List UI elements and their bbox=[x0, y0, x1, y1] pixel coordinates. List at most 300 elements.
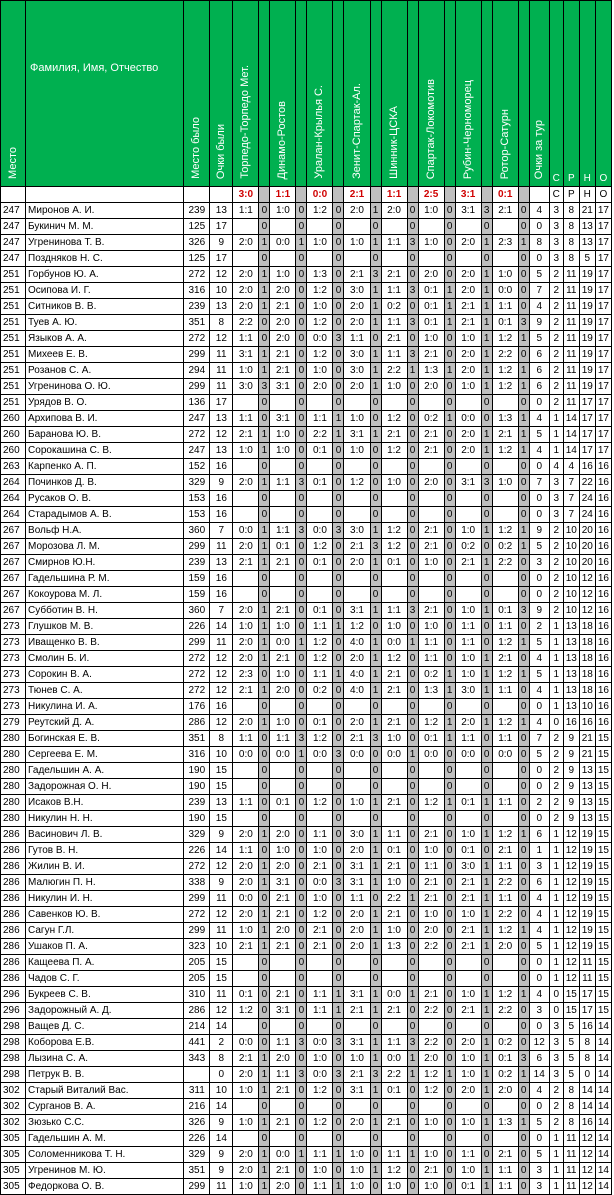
points-cell: 3 bbox=[518, 1051, 529, 1067]
points-cell: 0 bbox=[481, 619, 492, 635]
points-cell: 0 bbox=[481, 587, 492, 603]
prediction-cell: 1:0 bbox=[455, 651, 481, 667]
points-cell: 0 bbox=[481, 459, 492, 475]
points-cell: 0 bbox=[518, 1035, 529, 1051]
value-cell: 16 bbox=[595, 603, 611, 619]
prediction-cell: 2:3 bbox=[492, 235, 518, 251]
value-cell: 12 bbox=[563, 891, 579, 907]
prediction-cell: 2:0 bbox=[344, 203, 370, 219]
points-cell: 0 bbox=[296, 939, 307, 955]
prediction-cell: 1:1 bbox=[492, 683, 518, 699]
prediction-cell: 1:0 bbox=[381, 475, 407, 491]
points-cell: 0 bbox=[444, 219, 455, 235]
value-cell: 17 bbox=[579, 427, 595, 443]
value-cell: 18 bbox=[579, 651, 595, 667]
value-cell: 2 bbox=[549, 347, 563, 363]
value-cell: 0 bbox=[529, 811, 549, 827]
prediction-cell bbox=[455, 219, 481, 235]
value-cell: 205 bbox=[184, 955, 210, 971]
value-cell: 2 bbox=[549, 523, 563, 539]
points-cell: 0 bbox=[444, 603, 455, 619]
prediction-cell: 2:1 bbox=[270, 299, 296, 315]
points-cell: 1 bbox=[481, 1163, 492, 1179]
value-cell: 2 bbox=[549, 795, 563, 811]
prediction-cell: 2:1 bbox=[233, 939, 259, 955]
points-cell: 1 bbox=[370, 523, 381, 539]
prediction-cell: 0:0 bbox=[233, 523, 259, 539]
value-cell: 11 bbox=[210, 891, 233, 907]
prediction-cell: 0:0 bbox=[381, 747, 407, 763]
value-cell: 17 bbox=[595, 283, 611, 299]
points-cell: 0 bbox=[259, 507, 270, 523]
prediction-cell: 1:2 bbox=[418, 795, 444, 811]
value-cell: 299 bbox=[184, 539, 210, 555]
value-cell: 0 bbox=[529, 763, 549, 779]
value-cell: 360 bbox=[184, 603, 210, 619]
points-cell: 1 bbox=[481, 875, 492, 891]
value-cell: 4 bbox=[529, 715, 549, 731]
prediction-cell: 2:0 bbox=[270, 923, 296, 939]
points-cell: 0 bbox=[444, 491, 455, 507]
points-cell: 1 bbox=[370, 427, 381, 443]
value-cell: 17 bbox=[579, 1003, 595, 1019]
points-cell: 1 bbox=[444, 683, 455, 699]
table-row bbox=[1, 395, 612, 411]
value-cell: 13 bbox=[210, 299, 233, 315]
prediction-cell bbox=[270, 971, 296, 987]
value-cell: 11 bbox=[210, 635, 233, 651]
place-cell: 280 bbox=[1, 795, 26, 811]
prediction-cell: 3:1 bbox=[270, 875, 296, 891]
points-cell: 0 bbox=[518, 283, 529, 299]
prediction-cell: 1:2 bbox=[381, 539, 407, 555]
prediction-cell: 1:0 bbox=[233, 443, 259, 459]
player-name: Миронов А. И. bbox=[26, 203, 184, 219]
prediction-cell bbox=[492, 1019, 518, 1035]
place-cell: 267 bbox=[1, 603, 26, 619]
prediction-cell: 4:0 bbox=[344, 683, 370, 699]
points-cell: 0 bbox=[370, 475, 381, 491]
player-name: Сагун Г.Л. bbox=[26, 923, 184, 939]
prediction-cell: 3:1 bbox=[344, 859, 370, 875]
points-cell: 1 bbox=[333, 1003, 344, 1019]
points-cell: 0 bbox=[444, 427, 455, 443]
points-cell: 0 bbox=[518, 955, 529, 971]
prediction-cell: 2:0 bbox=[233, 299, 259, 315]
prediction-cell: 1:0 bbox=[307, 1163, 333, 1179]
points-cell: 1 bbox=[481, 1035, 492, 1051]
points-cell: 1 bbox=[370, 715, 381, 731]
place-cell: 286 bbox=[1, 923, 26, 939]
prediction-cell: 1:0 bbox=[455, 827, 481, 843]
points-cell: 1 bbox=[518, 523, 529, 539]
value-cell: 9 bbox=[563, 795, 579, 811]
value-cell: 15 bbox=[595, 731, 611, 747]
points-cell: 0 bbox=[296, 491, 307, 507]
place-cell: 260 bbox=[1, 411, 26, 427]
points-cell: 0 bbox=[518, 459, 529, 475]
prediction-cell: 2:0 bbox=[344, 315, 370, 331]
player-name: Угренинов М. Ю. bbox=[26, 1163, 184, 1179]
prediction-cell: 2:0 bbox=[344, 939, 370, 955]
points-cell: 0 bbox=[333, 843, 344, 859]
points-cell: 0 bbox=[444, 907, 455, 923]
prediction-cell: 0:0 bbox=[307, 1067, 333, 1083]
prediction-cell bbox=[418, 571, 444, 587]
place-cell: 260 bbox=[1, 443, 26, 459]
player-name: Гутов В. Н. bbox=[26, 843, 184, 859]
value-cell: 11 bbox=[563, 283, 579, 299]
value-cell: 10 bbox=[563, 555, 579, 571]
points-cell: 0 bbox=[407, 587, 418, 603]
points-cell: 0 bbox=[518, 203, 529, 219]
place-cell: 286 bbox=[1, 875, 26, 891]
points-cell: 0 bbox=[296, 507, 307, 523]
points-cell: 0 bbox=[444, 203, 455, 219]
prediction-cell: 2:1 bbox=[270, 651, 296, 667]
value-cell: 3 bbox=[549, 219, 563, 235]
value-cell: 12 bbox=[210, 651, 233, 667]
points-cell: 1 bbox=[370, 235, 381, 251]
value-cell: 2 bbox=[549, 1115, 563, 1131]
player-name: Петрук В. В. bbox=[26, 1067, 184, 1083]
points-cell: 0 bbox=[518, 747, 529, 763]
value-cell: 2 bbox=[549, 331, 563, 347]
points-cell: 1 bbox=[444, 411, 455, 427]
value-cell: 10 bbox=[563, 603, 579, 619]
points-cell: 0 bbox=[296, 443, 307, 459]
value-cell: 16 bbox=[210, 491, 233, 507]
value-cell: 190 bbox=[184, 763, 210, 779]
points-cell: 1 bbox=[481, 1179, 492, 1195]
value-cell: 299 bbox=[184, 923, 210, 939]
points-cell: 0 bbox=[444, 379, 455, 395]
place-cell: 247 bbox=[1, 203, 26, 219]
points-cell: 0 bbox=[444, 1099, 455, 1115]
points-cell: 1 bbox=[444, 299, 455, 315]
points-cell: 0 bbox=[333, 571, 344, 587]
points-cell: 0 bbox=[370, 507, 381, 523]
points-cell: 0 bbox=[259, 699, 270, 715]
prediction-cell bbox=[492, 219, 518, 235]
prediction-cell bbox=[381, 459, 407, 475]
value-cell: 441 bbox=[184, 1035, 210, 1051]
points-cell: 1 bbox=[370, 907, 381, 923]
table-row bbox=[1, 763, 612, 779]
prediction-cell: 2:0 bbox=[455, 443, 481, 459]
value-cell: 16 bbox=[210, 459, 233, 475]
points-cell: 0 bbox=[296, 1003, 307, 1019]
player-name: Федоркова О. В. bbox=[26, 1179, 184, 1195]
points-cell: 0 bbox=[444, 987, 455, 1003]
prediction-cell: 2:1 bbox=[418, 539, 444, 555]
value-cell: 22 bbox=[579, 475, 595, 491]
value-cell: 0 bbox=[529, 251, 549, 267]
prediction-cell: 0:2 bbox=[492, 1035, 518, 1051]
points-cell: 1 bbox=[370, 987, 381, 1003]
points-cell: 1 bbox=[370, 635, 381, 651]
value-cell: 3 bbox=[549, 251, 563, 267]
points-cell: 0 bbox=[259, 1099, 270, 1115]
points-cell: 0 bbox=[407, 219, 418, 235]
points-cell: 0 bbox=[518, 731, 529, 747]
points-cell: 1 bbox=[259, 555, 270, 571]
table-row bbox=[1, 251, 612, 267]
points-cell: 0 bbox=[296, 971, 307, 987]
value-cell: 14 bbox=[210, 1099, 233, 1115]
player-name: Лызина С. А. bbox=[26, 1051, 184, 1067]
value-cell: 2 bbox=[549, 571, 563, 587]
prediction-cell: 1:0 bbox=[455, 987, 481, 1003]
value-cell: 12 bbox=[210, 715, 233, 731]
points-cell: 3 bbox=[296, 1035, 307, 1051]
value-cell: 17 bbox=[210, 395, 233, 411]
points-cell: 0 bbox=[333, 1083, 344, 1099]
points-cell: 1 bbox=[259, 907, 270, 923]
points-cell: 0 bbox=[444, 555, 455, 571]
prediction-cell: 1:1 bbox=[307, 619, 333, 635]
points-cell: 0 bbox=[370, 331, 381, 347]
points-cell: 0 bbox=[259, 731, 270, 747]
points-cell: 0 bbox=[296, 843, 307, 859]
value-cell: 15 bbox=[210, 971, 233, 987]
points-cell: 1 bbox=[407, 1147, 418, 1163]
points-cell: 0 bbox=[407, 379, 418, 395]
points-cell: 0 bbox=[444, 939, 455, 955]
points-cell: 1 bbox=[333, 427, 344, 443]
points-cell: 1 bbox=[259, 475, 270, 491]
table-row bbox=[1, 443, 612, 459]
place-cell: 302 bbox=[1, 1115, 26, 1131]
value-cell: 2 bbox=[549, 379, 563, 395]
points-cell: 0 bbox=[370, 571, 381, 587]
points-cell: 1 bbox=[481, 907, 492, 923]
points-cell: 0 bbox=[296, 1131, 307, 1147]
points-cell: 0 bbox=[296, 811, 307, 827]
points-cell: 1 bbox=[259, 1115, 270, 1131]
prediction-cell: 2:1 bbox=[381, 715, 407, 731]
value-cell: 216 bbox=[184, 1099, 210, 1115]
prediction-cell bbox=[418, 459, 444, 475]
points-cell: 0 bbox=[333, 731, 344, 747]
value-cell: 9 bbox=[210, 1147, 233, 1163]
points-cell: 1 bbox=[259, 1067, 270, 1083]
value-cell: 16 bbox=[595, 523, 611, 539]
prediction-cell: 0:1 bbox=[381, 843, 407, 859]
points-cell: 1 bbox=[518, 923, 529, 939]
prediction-cell: 3:0 bbox=[344, 827, 370, 843]
prediction-cell bbox=[381, 1099, 407, 1115]
points-cell: 0 bbox=[296, 379, 307, 395]
header-match-7: Рубин-Черноморец bbox=[455, 1, 481, 187]
prediction-cell: 0:1 bbox=[418, 315, 444, 331]
points-cell: 0 bbox=[518, 267, 529, 283]
value-cell: 1 bbox=[549, 1147, 563, 1163]
points-cell: 0 bbox=[296, 267, 307, 283]
value-cell: 8 bbox=[210, 731, 233, 747]
value-cell: 4 bbox=[529, 923, 549, 939]
points-cell: 0 bbox=[296, 203, 307, 219]
points-cell: 1 bbox=[259, 827, 270, 843]
points-cell: 0 bbox=[259, 811, 270, 827]
prediction-cell bbox=[418, 395, 444, 411]
points-cell: 1 bbox=[259, 1051, 270, 1067]
place-cell: 305 bbox=[1, 1163, 26, 1179]
prediction-cell bbox=[344, 1131, 370, 1147]
prediction-cell bbox=[455, 587, 481, 603]
prediction-cell: 1:0 bbox=[418, 1147, 444, 1163]
points-cell: 1 bbox=[370, 347, 381, 363]
prediction-cell: 0:2 bbox=[492, 1067, 518, 1083]
value-cell: 16 bbox=[595, 635, 611, 651]
points-cell: 0 bbox=[259, 955, 270, 971]
value-cell: 1 bbox=[549, 1163, 563, 1179]
prediction-cell bbox=[344, 779, 370, 795]
points-cell: 0 bbox=[444, 747, 455, 763]
header-match-8: Ротор-Сатурн bbox=[492, 1, 518, 187]
points-cell: 0 bbox=[296, 859, 307, 875]
player-name: Тюнев С. А. bbox=[26, 683, 184, 699]
value-cell: 9 bbox=[563, 731, 579, 747]
value-cell: 272 bbox=[184, 427, 210, 443]
prediction-cell: 1:0 bbox=[418, 331, 444, 347]
prediction-cell bbox=[307, 1099, 333, 1115]
table-row bbox=[1, 571, 612, 587]
points-cell: 1 bbox=[259, 283, 270, 299]
value-cell: 159 bbox=[184, 571, 210, 587]
points-cell: 1 bbox=[407, 987, 418, 1003]
value-cell: 10 bbox=[210, 283, 233, 299]
points-cell: 1 bbox=[333, 1147, 344, 1163]
points-cell: 0 bbox=[333, 555, 344, 571]
points-cell: 0 bbox=[481, 219, 492, 235]
points-cell: 0 bbox=[296, 555, 307, 571]
value-cell: 152 bbox=[184, 459, 210, 475]
prediction-cell: 0:0 bbox=[381, 987, 407, 1003]
value-cell: 272 bbox=[184, 267, 210, 283]
points-cell: 0 bbox=[444, 779, 455, 795]
value-cell: 6 bbox=[529, 875, 549, 891]
prediction-cell: 2:0 bbox=[233, 1163, 259, 1179]
prediction-cell: 3:1 bbox=[344, 987, 370, 1003]
value-cell: 15 bbox=[210, 763, 233, 779]
points-cell: 1 bbox=[481, 267, 492, 283]
value-cell: 13 bbox=[210, 411, 233, 427]
points-cell: 1 bbox=[370, 299, 381, 315]
points-cell: 0 bbox=[370, 891, 381, 907]
points-cell: 1 bbox=[481, 923, 492, 939]
prediction-cell bbox=[307, 779, 333, 795]
points-cell: 0 bbox=[481, 507, 492, 523]
player-name: Жилин В. И. bbox=[26, 859, 184, 875]
prediction-cell bbox=[492, 507, 518, 523]
value-cell: 15 bbox=[210, 811, 233, 827]
table-row bbox=[1, 1019, 612, 1035]
place-cell: 280 bbox=[1, 747, 26, 763]
points-cell: 3 bbox=[518, 315, 529, 331]
points-cell: 0 bbox=[518, 475, 529, 491]
table-row bbox=[1, 267, 612, 283]
prediction-cell: 1:2 bbox=[381, 651, 407, 667]
points-cell: 0 bbox=[370, 747, 381, 763]
value-cell: 3 bbox=[549, 1051, 563, 1067]
prediction-cell: 1:0 bbox=[307, 299, 333, 315]
points-cell: 1 bbox=[481, 1003, 492, 1019]
points-cell: 0 bbox=[296, 1051, 307, 1067]
points-cell: 0 bbox=[259, 843, 270, 859]
prediction-cell bbox=[270, 219, 296, 235]
prediction-cell: 2:0 bbox=[455, 1083, 481, 1099]
points-cell: 0 bbox=[259, 411, 270, 427]
value-cell: 15 bbox=[595, 811, 611, 827]
value-cell: 14 bbox=[595, 1019, 611, 1035]
place-cell: 251 bbox=[1, 347, 26, 363]
value-cell: 16 bbox=[595, 459, 611, 475]
points-cell: 0 bbox=[296, 1115, 307, 1131]
points-cell: 1 bbox=[259, 299, 270, 315]
prediction-cell: 0:0 bbox=[344, 747, 370, 763]
table-row bbox=[1, 795, 612, 811]
value-cell: 0 bbox=[210, 1067, 233, 1083]
prediction-cell bbox=[418, 587, 444, 603]
prediction-cell: 2:2 bbox=[381, 891, 407, 907]
points-cell: 0 bbox=[296, 987, 307, 1003]
points-cell: 3 bbox=[333, 747, 344, 763]
table-row bbox=[1, 427, 612, 443]
points-cell: 0 bbox=[518, 843, 529, 859]
prediction-cell: 0:2 bbox=[381, 299, 407, 315]
player-name: Сурганов В. А. bbox=[26, 1099, 184, 1115]
prediction-cell: 1:1 bbox=[307, 411, 333, 427]
value-cell: 24 bbox=[579, 491, 595, 507]
prediction-cell: 1:0 bbox=[455, 1067, 481, 1083]
value-cell: 2 bbox=[549, 731, 563, 747]
prediction-cell: 1:0 bbox=[270, 843, 296, 859]
points-cell: 1 bbox=[518, 539, 529, 555]
points-cell: 0 bbox=[444, 1051, 455, 1067]
prediction-cell: 1:0 bbox=[418, 1115, 444, 1131]
prediction-cell: 0:0 bbox=[307, 875, 333, 891]
points-cell: 1 bbox=[370, 603, 381, 619]
prediction-cell: 0:0 bbox=[307, 523, 333, 539]
value-cell: 316 bbox=[184, 747, 210, 763]
value-cell: 239 bbox=[184, 203, 210, 219]
points-cell: 0 bbox=[370, 491, 381, 507]
value-cell: 21 bbox=[579, 731, 595, 747]
points-cell: 0 bbox=[481, 971, 492, 987]
points-cell: 0 bbox=[518, 251, 529, 267]
points-cell: 0 bbox=[444, 651, 455, 667]
value-cell: 0 bbox=[549, 1003, 563, 1019]
points-cell: 0 bbox=[296, 411, 307, 427]
points-cell: 0 bbox=[407, 251, 418, 267]
prediction-cell: 2:1 bbox=[233, 427, 259, 443]
prediction-cell bbox=[270, 779, 296, 795]
prediction-cell: 2:0 bbox=[455, 347, 481, 363]
points-cell: 1 bbox=[481, 315, 492, 331]
prediction-cell: 0:1 bbox=[307, 603, 333, 619]
prediction-cell: 1:2 bbox=[344, 619, 370, 635]
points-cell: 1 bbox=[481, 555, 492, 571]
prediction-cell bbox=[307, 395, 333, 411]
value-cell: 299 bbox=[184, 635, 210, 651]
prediction-cell: 2:1 bbox=[270, 987, 296, 1003]
points-cell: 0 bbox=[518, 1131, 529, 1147]
points-cell: 0 bbox=[518, 1083, 529, 1099]
value-cell: 1 bbox=[549, 635, 563, 651]
value-cell: 1 bbox=[549, 891, 563, 907]
result-6: 2:5 bbox=[418, 187, 444, 203]
